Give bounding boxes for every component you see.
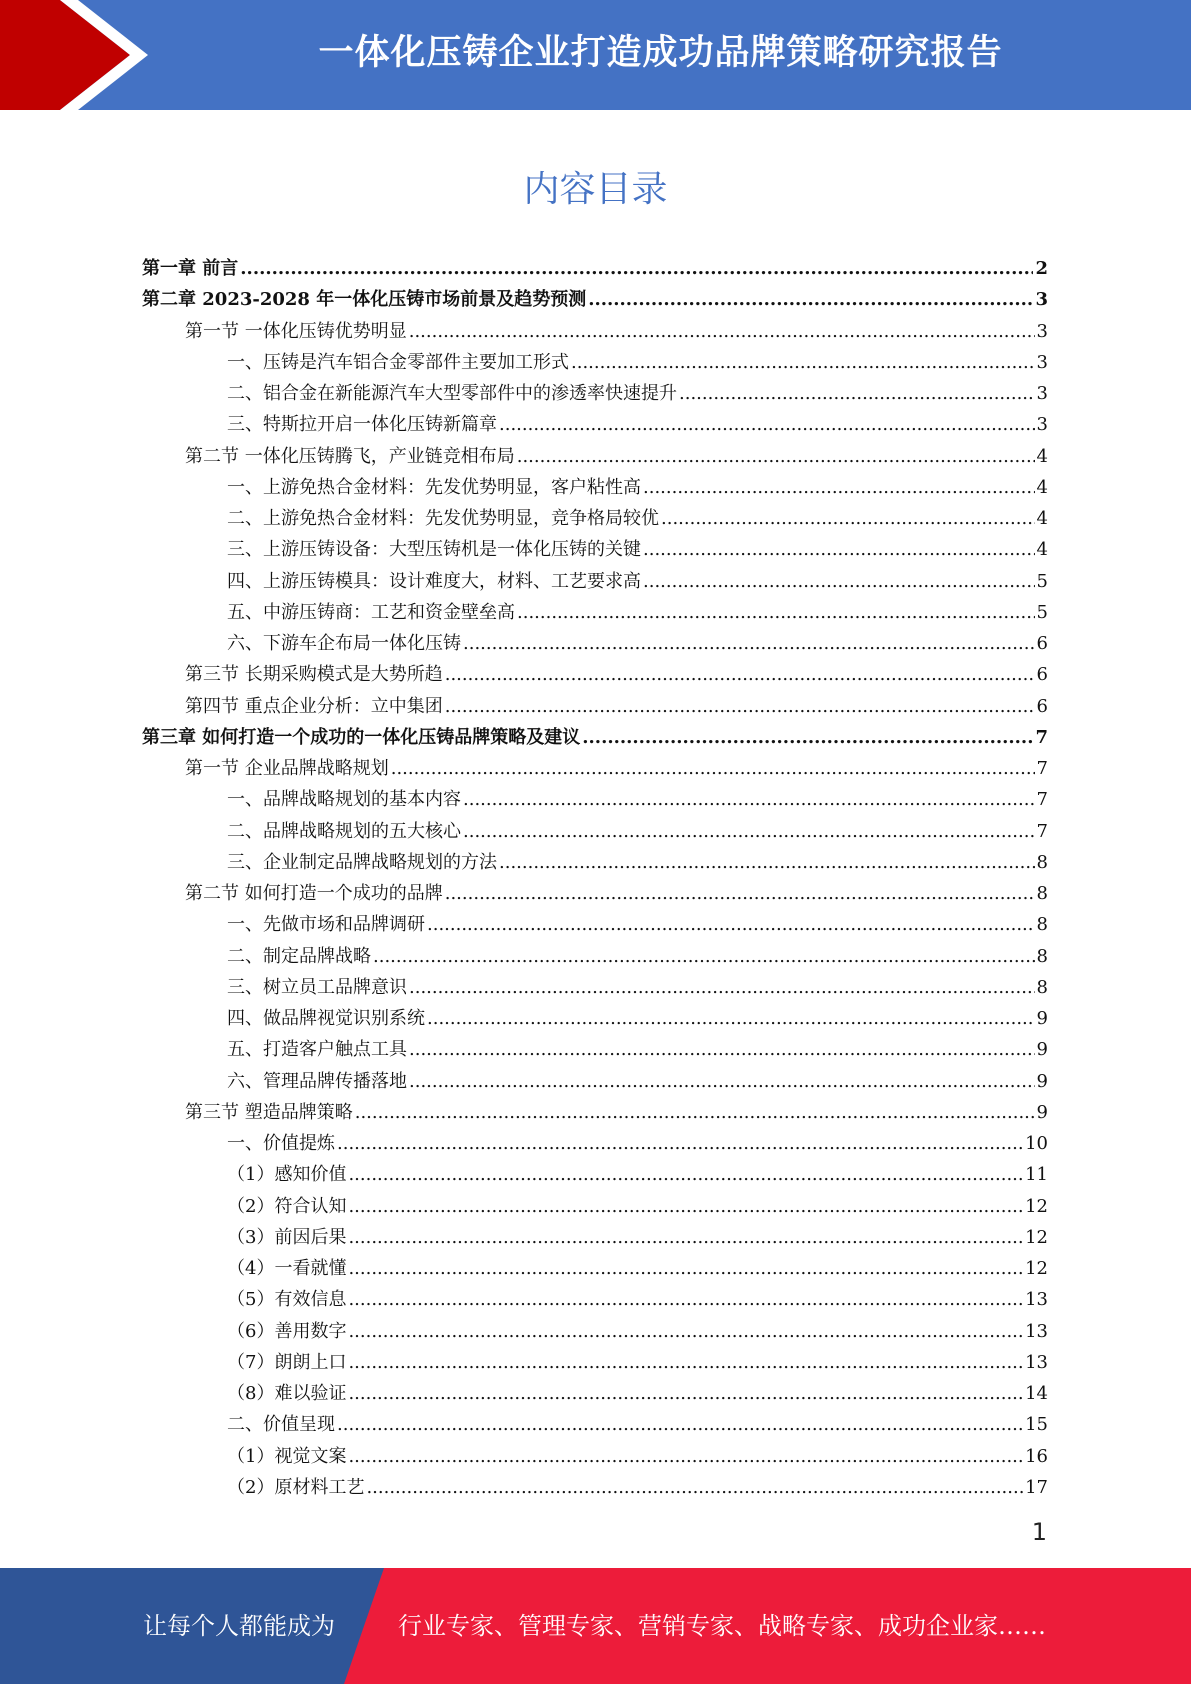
toc-entry[interactable] xyxy=(142,378,1048,409)
toc-entry[interactable] xyxy=(142,628,1048,659)
toc-entry-label: 二、上游免热合金材料：先发优势明显，竞争格局较优 xyxy=(227,508,659,529)
toc-entry-page: 8 xyxy=(1036,945,1048,967)
toc-entry[interactable] xyxy=(142,472,1048,503)
toc-entry-label: 三、企业制定品牌战略规划的方法 xyxy=(227,851,497,873)
toc-entry-page: 9 xyxy=(1036,1008,1048,1029)
toc-entry-page: 4 xyxy=(1036,476,1048,498)
toc-entry-label: 第三章 如何打造一个成功的一体化压铸品牌策略及建议 xyxy=(142,726,581,748)
toc-entry[interactable] xyxy=(142,753,1048,784)
toc-entry-page: 3 xyxy=(1035,289,1048,311)
toc-entry[interactable] xyxy=(142,597,1048,628)
toc-entry-label: （3）前因后果 xyxy=(227,1226,347,1248)
toc-entry-label: 二、价值呈现 xyxy=(227,1414,335,1436)
toc-entry-label: （6）善用数字 xyxy=(227,1320,347,1342)
toc-entry[interactable] xyxy=(142,847,1048,878)
toc-entry-label: 一、上游免热合金材料：先发优势明显，客户粘性高 xyxy=(227,476,641,498)
toc-entry-page: 13 xyxy=(1025,1289,1048,1311)
toc-entry-label: （8）难以验证 xyxy=(227,1383,347,1404)
toc-entry[interactable] xyxy=(142,1003,1048,1034)
toc-dot-leader xyxy=(427,909,1035,940)
toc-entry-label: 三、树立员工品牌意识 xyxy=(227,976,407,998)
page-number: 1 xyxy=(1031,1518,1047,1546)
toc-dot-leader xyxy=(582,722,1033,753)
toc-dot-leader xyxy=(571,347,1035,378)
toc-entry-page: 10 xyxy=(1025,1133,1048,1154)
toc-entry[interactable] xyxy=(142,1253,1048,1284)
toc-dot-leader xyxy=(427,1003,1035,1034)
toc-dot-leader xyxy=(348,1191,1023,1222)
toc-entry-label: 六、管理品牌传播落地 xyxy=(227,1070,407,1092)
toc-entry[interactable] xyxy=(142,1441,1048,1472)
toc-entry[interactable] xyxy=(142,972,1048,1003)
toc-entry-page: 12 xyxy=(1025,1258,1048,1279)
toc-dot-leader xyxy=(348,1378,1023,1409)
toc-dot-leader xyxy=(348,1347,1023,1378)
toc-entry[interactable] xyxy=(142,503,1048,534)
toc-entry-label: （2）原材料工艺 xyxy=(227,1476,365,1498)
toc-dot-leader xyxy=(499,409,1035,440)
toc-dot-leader xyxy=(373,941,1035,972)
toc-entry-page: 6 xyxy=(1036,633,1048,654)
toc-entry-label: 五、中游压铸商：工艺和资金壁垒高 xyxy=(227,601,515,623)
toc-entry[interactable] xyxy=(142,1191,1048,1222)
toc-dot-leader xyxy=(517,597,1035,628)
toc-entry-label: （2）符合认知 xyxy=(227,1195,347,1217)
toc-dot-leader xyxy=(445,691,1035,722)
toc-entry[interactable] xyxy=(142,534,1048,565)
toc-entry[interactable] xyxy=(142,1034,1048,1065)
toc-entry[interactable] xyxy=(142,878,1048,909)
toc-dot-leader xyxy=(348,1222,1023,1253)
toc-entry[interactable] xyxy=(142,722,1048,753)
toc-entry-page: 13 xyxy=(1025,1320,1048,1342)
toc-entry-page: 13 xyxy=(1025,1351,1048,1373)
toc-entry-page: 17 xyxy=(1025,1476,1048,1498)
toc-dot-leader xyxy=(679,378,1035,409)
toc-entry-label: （4）一看就懂 xyxy=(227,1258,347,1279)
toc-dot-leader xyxy=(391,753,1035,784)
toc-entry[interactable] xyxy=(142,816,1048,847)
toc-entry-page: 14 xyxy=(1025,1383,1048,1404)
toc-dot-leader xyxy=(409,316,1035,347)
toc-entry-page: 12 xyxy=(1025,1226,1048,1248)
toc-dot-leader xyxy=(463,816,1035,847)
toc-entry-page: 3 xyxy=(1036,351,1048,373)
toc-dot-leader xyxy=(445,659,1035,690)
toc-dot-leader xyxy=(348,1159,1023,1190)
toc-entry-page: 12 xyxy=(1025,1195,1048,1217)
toc-entry[interactable] xyxy=(142,253,1048,284)
toc-entry[interactable] xyxy=(142,441,1048,472)
toc-entry-page: 7 xyxy=(1036,820,1048,842)
toc-entry[interactable] xyxy=(142,784,1048,815)
toc-dot-leader xyxy=(355,1097,1035,1128)
toc-dot-leader xyxy=(366,1472,1023,1503)
toc-entry[interactable] xyxy=(142,941,1048,972)
toc-entry-label: 第四节 重点企业分析：立中集团 xyxy=(185,695,443,717)
toc-entry-label: 第一节 一体化压铸优势明显 xyxy=(185,320,407,342)
toc-entry-label: 三、特斯拉开启一体化压铸新篇章 xyxy=(227,414,497,436)
toc-entry-label: （7）朗朗上口 xyxy=(227,1351,347,1373)
toc-entry[interactable] xyxy=(142,659,1048,690)
toc-dot-leader xyxy=(463,784,1035,815)
toc-entry-label: 第二章 2023-2028 年一体化压铸市场前景及趋势预测 xyxy=(142,289,587,311)
table-of-contents xyxy=(142,253,1048,1503)
toc-entry-label: 一、压铸是汽车铝合金零部件主要加工形式 xyxy=(227,351,569,373)
toc-entry-page: 3 xyxy=(1036,383,1048,404)
toc-entry[interactable] xyxy=(142,1284,1048,1315)
toc-heading: 内容目录 xyxy=(523,169,668,210)
toc-entry-page: 8 xyxy=(1036,851,1048,873)
report-title: 一体化压铸企业打造成功品牌策略研究报告 xyxy=(318,33,1003,73)
toc-entry[interactable] xyxy=(142,1222,1048,1253)
toc-entry-label: 一、价值提炼 xyxy=(227,1133,335,1154)
toc-entry-label: （1）视觉文案 xyxy=(227,1445,347,1467)
page-footer xyxy=(0,1568,1191,1684)
toc-dot-leader xyxy=(517,441,1035,472)
toc-dot-leader xyxy=(643,566,1035,597)
toc-entry[interactable] xyxy=(142,316,1048,347)
toc-entry-page: 4 xyxy=(1036,508,1048,529)
toc-entry[interactable] xyxy=(142,1128,1048,1159)
toc-entry-page: 9 xyxy=(1036,1039,1048,1061)
footer-slogan: 让每个人都能成为 xyxy=(143,1612,335,1640)
toc-entry-page: 4 xyxy=(1036,445,1048,467)
toc-entry[interactable] xyxy=(142,409,1048,440)
toc-entry-page: 4 xyxy=(1036,539,1048,561)
header-arrow-icon xyxy=(0,0,160,110)
toc-entry-page: 6 xyxy=(1036,664,1048,686)
toc-entry-page: 16 xyxy=(1025,1445,1048,1467)
toc-entry-label: 三、上游压铸设备：大型压铸机是一体化压铸的关键 xyxy=(227,539,641,561)
toc-entry-page: 3 xyxy=(1036,414,1048,436)
toc-entry-label: 第一节 企业品牌战略规划 xyxy=(185,758,389,779)
toc-entry-label: 四、做品牌视觉识别系统 xyxy=(227,1008,425,1029)
toc-entry-label: 第一章 前言 xyxy=(142,258,239,279)
page-header xyxy=(0,0,1191,110)
toc-entry-label: 二、制定品牌战略 xyxy=(227,945,371,967)
toc-entry-label: 第三节 塑造品牌策略 xyxy=(185,1101,353,1123)
toc-entry[interactable] xyxy=(142,1159,1048,1190)
toc-dot-leader xyxy=(588,284,1033,315)
toc-entry-page: 5 xyxy=(1036,601,1048,623)
toc-entry-page: 15 xyxy=(1025,1414,1048,1436)
toc-entry[interactable] xyxy=(142,1316,1048,1347)
toc-dot-leader xyxy=(499,847,1035,878)
toc-entry[interactable] xyxy=(142,347,1048,378)
toc-entry-label: 四、上游压铸模具：设计难度大，材料、工艺要求高 xyxy=(227,570,641,592)
toc-dot-leader xyxy=(409,1034,1035,1065)
toc-entry-page: 8 xyxy=(1036,883,1048,904)
toc-entry[interactable] xyxy=(142,566,1048,597)
toc-entry[interactable] xyxy=(142,1378,1048,1409)
toc-entry-page: 3 xyxy=(1036,320,1048,342)
toc-entry-label: 六、下游车企布局一体化压铸 xyxy=(227,633,461,654)
toc-entry-page: 7 xyxy=(1036,758,1048,779)
toc-dot-leader xyxy=(409,1066,1035,1097)
toc-entry-label: 第二节 一体化压铸腾飞，产业链竞相布局 xyxy=(185,445,515,467)
toc-entry-label: （1）感知价值 xyxy=(227,1164,347,1186)
toc-dot-leader xyxy=(337,1409,1023,1440)
toc-entry[interactable] xyxy=(142,284,1048,315)
toc-entry-page: 5 xyxy=(1036,570,1048,592)
toc-entry-label: （5）有效信息 xyxy=(227,1289,347,1311)
toc-entry-page: 9 xyxy=(1036,1070,1048,1092)
toc-entry-label: 一、品牌战略规划的基本内容 xyxy=(227,789,461,811)
toc-entry-label: 第三节 长期采购模式是大势所趋 xyxy=(185,664,443,686)
toc-dot-leader xyxy=(240,253,1033,284)
toc-dot-leader xyxy=(643,472,1035,503)
toc-entry-page: 2 xyxy=(1035,258,1048,279)
toc-dot-leader xyxy=(409,972,1035,1003)
toc-entry-page: 9 xyxy=(1036,1101,1048,1123)
footer-roles: 行业专家、管理专家、营销专家、战略专家、成功企业家…… xyxy=(398,1612,1046,1640)
toc-entry[interactable] xyxy=(142,1409,1048,1440)
toc-dot-leader xyxy=(445,878,1035,909)
toc-entry[interactable] xyxy=(142,1347,1048,1378)
toc-entry-page: 7 xyxy=(1035,726,1048,748)
toc-entry[interactable] xyxy=(142,691,1048,722)
toc-dot-leader xyxy=(348,1441,1023,1472)
toc-entry-label: 二、铝合金在新能源汽车大型零部件中的渗透率快速提升 xyxy=(227,383,677,404)
toc-dot-leader xyxy=(348,1253,1023,1284)
toc-entry-label: 第二节 如何打造一个成功的品牌 xyxy=(185,883,443,904)
toc-dot-leader xyxy=(463,628,1035,659)
toc-entry[interactable] xyxy=(142,1097,1048,1128)
toc-entry[interactable] xyxy=(142,1066,1048,1097)
toc-entry-page: 8 xyxy=(1036,976,1048,998)
toc-entry-page: 7 xyxy=(1036,789,1048,811)
toc-entry-page: 11 xyxy=(1025,1164,1048,1186)
toc-entry-page: 8 xyxy=(1036,914,1048,936)
toc-entry[interactable] xyxy=(142,909,1048,940)
toc-entry-page: 6 xyxy=(1036,695,1048,717)
toc-dot-leader xyxy=(337,1128,1023,1159)
toc-dot-leader xyxy=(643,534,1035,565)
toc-entry[interactable] xyxy=(142,1472,1048,1503)
toc-dot-leader xyxy=(348,1316,1023,1347)
toc-entry-label: 一、先做市场和品牌调研 xyxy=(227,914,425,936)
toc-entry-label: 二、品牌战略规划的五大核心 xyxy=(227,820,461,842)
toc-dot-leader xyxy=(348,1284,1023,1315)
toc-entry-label: 五、打造客户触点工具 xyxy=(227,1039,407,1061)
toc-dot-leader xyxy=(661,503,1035,534)
